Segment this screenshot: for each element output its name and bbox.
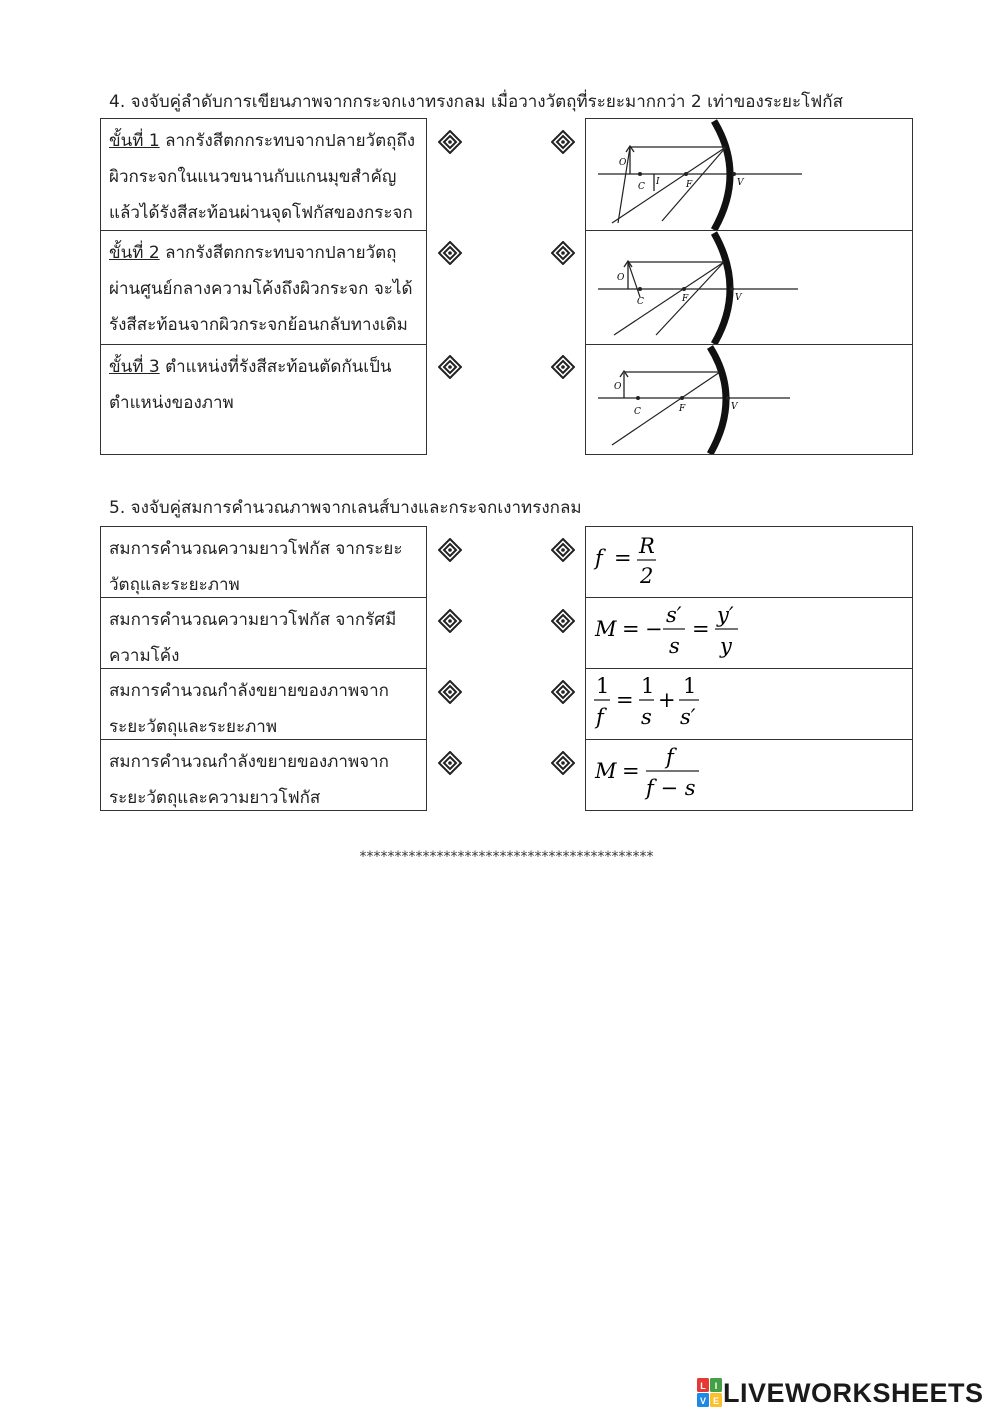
liveworksheets-logo: [697, 1378, 984, 1408]
match-dot-right[interactable]: [551, 680, 575, 704]
label-vertex: V: [737, 178, 744, 188]
label-focus: F: [682, 294, 689, 304]
match-dot-left[interactable]: [438, 130, 462, 154]
svg-text:1: 1: [641, 674, 655, 698]
step-label: ขั้นที่ 2: [109, 243, 160, 263]
formula-f-equals-r-over-2: [586, 527, 913, 598]
mirror-ray-diagram: [586, 231, 913, 345]
label-center: C: [637, 297, 644, 307]
svg-text:s: s: [641, 705, 652, 729]
row-text: สมการคำนวณความยาวโฟกัส จากรัศมีความโค้ง: [109, 610, 397, 666]
formula-cell-2: [585, 597, 913, 669]
svg-text:M: M: [595, 617, 617, 641]
svg-text:V: V: [699, 1396, 707, 1406]
svg-text:2: 2: [640, 564, 654, 588]
match-dot-left[interactable]: [438, 751, 462, 775]
svg-text:f: f: [596, 705, 604, 729]
brand-name: LIVEWORKSHEETS: [723, 1377, 984, 1408]
label-image: I: [656, 177, 660, 187]
formula-cell-3: [585, 668, 913, 740]
label-object: O: [619, 158, 627, 168]
step-label: ขั้นที่ 1: [109, 131, 160, 151]
step-label: ขั้นที่ 3: [109, 357, 160, 377]
label-focus: F: [679, 404, 686, 414]
formula-mirror-equation: [586, 669, 913, 740]
svg-text:I: I: [714, 1381, 718, 1391]
svg-text:=: =: [616, 688, 634, 712]
row-text: สมการคำนวณความยาวโฟกัส จากระยะวัตถุและระยะภาพ: [109, 539, 403, 595]
svg-text:s′: s′: [680, 705, 696, 729]
label-focus: F: [686, 180, 693, 190]
q4-step-2-cell: [100, 230, 427, 345]
question-4-title: 4. จงจับคู่ลำดับการเขียนภาพจากกระจกเงาทรงกลม เมื่อวางวัตถุที่ระยะมากกว่า 2 เท่าของระยะโฟกัส: [109, 92, 843, 112]
q5-row-2-cell: [100, 597, 427, 669]
q4-step-1-cell: [100, 118, 427, 231]
svg-text:f − s: f − s: [646, 776, 696, 800]
step-text: ลากรังสีตกกระทบจากปลายวัตถุผ่านศูนย์กลางความโค้งถึงผิวกระจก จะได้รังสีสะท้อนจากผิวกระจกย้อนกลับทางเดิม: [109, 243, 413, 335]
svg-text:y: y: [720, 634, 732, 658]
svg-text:1: 1: [596, 674, 610, 698]
svg-text:R: R: [639, 534, 655, 558]
svg-text:=: =: [614, 546, 632, 570]
svg-text:−: −: [645, 617, 663, 641]
separator-stars: ******************************************: [359, 849, 654, 865]
mirror-ray-diagram: [586, 345, 913, 455]
mirror-ray-diagram: [586, 119, 913, 231]
brand-icon: [697, 1378, 723, 1408]
row-text: สมการคำนวณกำลังขยายของภาพจากระยะวัตถุและระยะภาพ: [109, 681, 389, 737]
label-vertex: V: [735, 293, 742, 303]
q5-row-4-cell: [100, 739, 427, 811]
row-text: สมการคำนวณกำลังขยายของภาพจากระยะวัตถุและความยาวโฟกัส: [109, 752, 389, 808]
svg-text:s: s: [669, 634, 680, 658]
svg-text:L: L: [700, 1381, 706, 1391]
match-dot-right[interactable]: [551, 538, 575, 562]
step-text: ลากรังสีตกกระทบจากปลายวัตถุถึงผิวกระจกในแนวขนานกับแกนมุขสำคัญ แล้วได้รังสีสะท้อนผ่านจุดโฟกัสของกระจก: [109, 131, 416, 223]
formula-magnification-s-ratio: [586, 598, 913, 669]
formula-magnification-focal: [586, 740, 913, 811]
match-dot-left[interactable]: [438, 609, 462, 633]
label-vertex: V: [731, 402, 738, 412]
match-dot-right[interactable]: [551, 355, 575, 379]
svg-text:=: =: [692, 617, 710, 641]
match-dot-left[interactable]: [438, 241, 462, 265]
match-dot-right[interactable]: [551, 609, 575, 633]
q4-step-3-cell: [100, 344, 427, 455]
q5-row-1-cell: [100, 526, 427, 598]
svg-text:1: 1: [683, 674, 697, 698]
match-dot-right[interactable]: [551, 751, 575, 775]
svg-text:f: f: [666, 745, 674, 769]
q5-row-3-cell: [100, 668, 427, 740]
label-center: C: [634, 407, 641, 417]
match-dot-left[interactable]: [438, 355, 462, 379]
svg-text:=: =: [622, 617, 640, 641]
ray-diagram-3: [585, 344, 913, 455]
svg-text:M: M: [595, 759, 617, 783]
step-text: ตำแหน่งที่รังสีสะท้อนตัดกันเป็นตำแหน่งของภาพ: [109, 357, 392, 413]
question-5-title: 5. จงจับคู่สมการคำนวณภาพจากเลนส์บางและกระจกเงาทรงกลม: [109, 498, 582, 518]
svg-text:f: f: [595, 546, 603, 570]
ray-diagram-2: [585, 230, 913, 345]
svg-text:s′: s′: [666, 603, 682, 627]
match-dot-right[interactable]: [551, 130, 575, 154]
ray-diagram-1: [585, 118, 913, 231]
label-object: O: [614, 382, 622, 392]
svg-text:+: +: [658, 688, 676, 712]
formula-cell-4: [585, 739, 913, 811]
match-dot-left[interactable]: [438, 538, 462, 562]
label-object: O: [617, 273, 625, 283]
match-dot-right[interactable]: [551, 241, 575, 265]
match-dot-left[interactable]: [438, 680, 462, 704]
svg-text:=: =: [622, 759, 640, 783]
formula-cell-1: [585, 526, 913, 598]
svg-text:E: E: [712, 1396, 720, 1406]
label-center: C: [638, 182, 645, 192]
svg-text:y′: y′: [717, 603, 734, 627]
